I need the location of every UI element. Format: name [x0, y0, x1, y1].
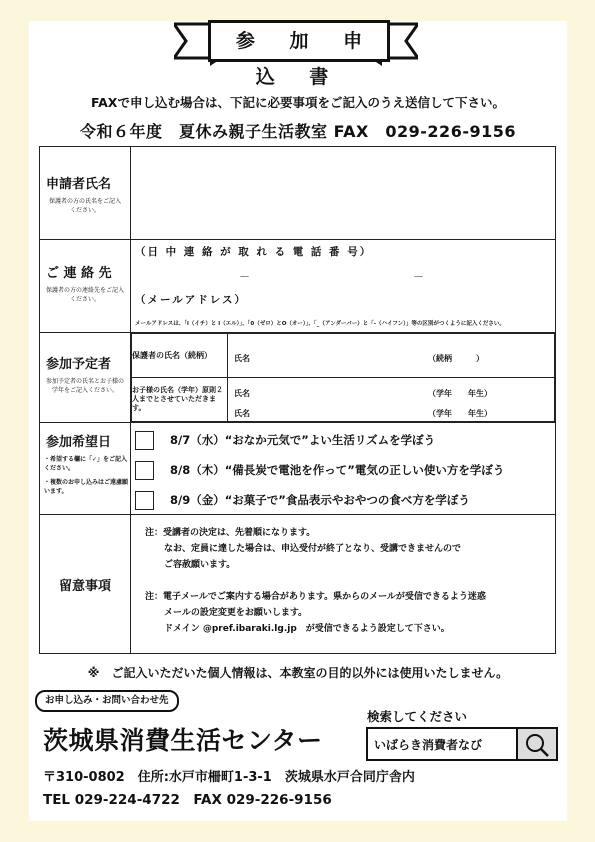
course-checkbox-2[interactable] [135, 461, 154, 480]
courses-label-cell [40, 423, 131, 515]
phone-dash-2: － [413, 270, 424, 283]
application-table [39, 146, 556, 654]
search-button[interactable] [516, 729, 556, 759]
search-text: いばらき消費者なび [374, 738, 483, 752]
child2-name-label: 氏名 [234, 409, 250, 418]
title-banner [174, 14, 418, 88]
contact-label: ご 連 絡 先 [46, 266, 112, 281]
courses-sub-1: ・希望する欄に「✓」をご記入ください。 [44, 456, 128, 472]
courses-sub-2: ・複数のお申し込みはご遠慮願います。 [44, 479, 129, 496]
phone-fax: TEL 029-224-4722 FAX 029-226-9156 [43, 792, 332, 808]
participants-label: 参加予定者 [46, 357, 112, 372]
note-line-5: メールの設定変更をお願いします。 [164, 608, 308, 618]
relation-label: （続柄 ） [428, 354, 484, 363]
course-checkbox-1[interactable] [135, 431, 154, 450]
guardian-name-label: 氏名 [234, 354, 250, 363]
notes-label: 留意事項 [58, 578, 111, 594]
guardian-name-field[interactable] [228, 334, 555, 378]
guardian-label: 保護者の氏名（続柄） [132, 334, 228, 378]
magnifier-icon [518, 729, 556, 759]
fax-heading: 令和６年度 夏休み親子生活教室 FAX 029-226-9156 [80, 122, 516, 141]
note-line-1: 注：受講者の決定は、先着順になります。 [145, 528, 316, 538]
phone-prompt: （日 中 連 絡 が 取 れ る 電 話 番 号） [135, 246, 373, 258]
child1-grade-label: （学年 年生） [428, 389, 492, 398]
phone-dash-1: － [239, 270, 250, 283]
contact-sub: 保護者の方の連絡先をご記入ください。 [46, 287, 125, 303]
child1-name-label: 氏名 [234, 389, 250, 398]
course-option-2[interactable] [131, 458, 555, 482]
contact-field[interactable] [131, 240, 556, 333]
courses-field [131, 423, 556, 515]
email-note: メールアドレスは、「l（イチ）と l（エル）」、「0（ゼロ）とO（オー）」、「_（アンダーバー）と「-（ハイフン）」等の区別がつくように記入ください。 [135, 321, 505, 327]
search-box[interactable] [366, 727, 558, 761]
applicant-sub: 保護者の方の氏名をご記入ください。 [48, 198, 121, 214]
participants-sub: 参加予定者の氏名とお子様の学年をご記入ください。 [46, 378, 125, 394]
child2-grade-label: （学年 年生） [428, 409, 492, 418]
address: 〒310-0802 住所:水戸市柵町1-3-1 茨城県水戸合同庁舎内 [43, 770, 415, 785]
note-line-4: 注：電子メールでご案内する場合があります。県からのメールが受信できるよう迷惑 [145, 592, 486, 602]
course-option-3[interactable] [131, 488, 555, 512]
page-title: 参 加 申 込 書 [208, 20, 390, 62]
participants-label-cell [40, 333, 131, 423]
note-line-3: ご容赦願います。 [164, 560, 236, 570]
search-label: 検索してください [367, 709, 468, 724]
participants-field [131, 333, 556, 423]
applicant-name-field[interactable] [131, 147, 556, 240]
note-line-2: なお、定員に達した場合は、申込受付が終了となり、受講できませんので [164, 544, 462, 554]
courses-label: 参加希望日 [46, 435, 112, 450]
applicant-label: 申請者氏名 [46, 177, 112, 192]
notes-content [131, 515, 556, 654]
contact-label-cell [40, 240, 131, 333]
course-checkbox-3[interactable] [135, 491, 154, 510]
course-option-1[interactable] [131, 428, 555, 452]
course-label-2: 8/8（木）“備長炭で電池を作って”電気の正しい使い方を学ぼう [170, 463, 505, 477]
contact-pill: お申し込み・お問い合わせ先 [35, 690, 179, 712]
email-prompt: （メールアドレス） [135, 294, 247, 306]
note-line-6: ドメイン @pref.ibaraki.lg.jp が受信できるよう設定して下さい。 [164, 624, 450, 634]
child-label: お子様の氏名（学年）原則２人までとさせていただきます。 [132, 378, 228, 422]
privacy-notice: ※ ご記入いただいた個人情報は、本教室の目的以外には使用いたしません。 [87, 666, 509, 680]
notes-label-cell [40, 515, 131, 654]
course-label-3: 8/9（金）“お菓子で”食品表示やおやつの食べ方を学ぼう [170, 493, 470, 507]
course-label-1: 8/7（水）“おなか元気で”よい生活リズムを学ぼう [170, 433, 436, 447]
fax-instruction: FAXで申し込む場合は、下記に必要事項をご記入のうえ送信して下さい。 [91, 95, 505, 110]
application-form-page [29, 21, 567, 821]
applicant-label-cell [40, 147, 131, 240]
child-name-field[interactable] [228, 378, 555, 422]
organization-name: 茨城県消費生活センター [43, 726, 323, 755]
